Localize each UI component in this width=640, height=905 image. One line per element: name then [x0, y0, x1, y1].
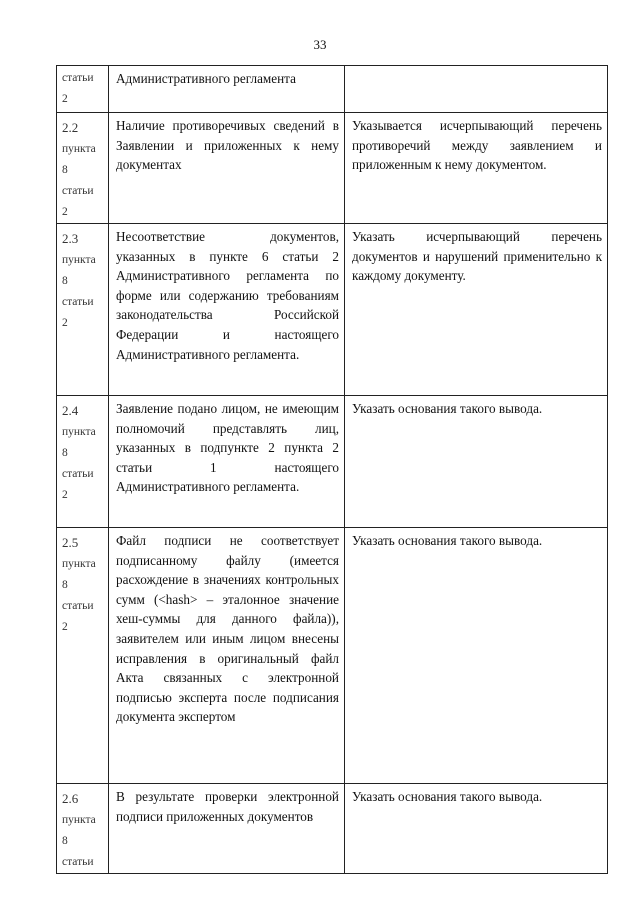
row-sub-label: статьи — [62, 600, 94, 612]
action-cell — [345, 396, 608, 528]
action-cell — [345, 528, 608, 784]
table-row — [57, 113, 608, 224]
row-sub-label: 2 — [62, 317, 68, 329]
grounds-table — [56, 65, 608, 874]
row-sub-label: пункта — [62, 558, 96, 570]
condition-text: Несоответствие документов, указанных в пункте 6 статьи 2 Административного регламента по форме или содержанию требованиям законодательства Российской Федерации и настоящего Административного регламента. — [116, 229, 339, 362]
row-sub-label: 8 — [62, 447, 68, 459]
row-sub-label: 8 — [62, 835, 68, 847]
row-sub-label: 8 — [62, 579, 68, 591]
table-row — [57, 528, 608, 784]
condition-text: В результате проверки электронной подписи приложенных документов — [116, 789, 339, 824]
row-sub-label: 2 — [62, 206, 68, 218]
row-sub-label: статьи — [62, 185, 94, 197]
action-cell — [345, 66, 608, 113]
action-cell — [345, 113, 608, 224]
row-number-cell — [57, 66, 109, 113]
row-sub-label: пункта — [62, 254, 96, 266]
action-cell — [345, 784, 608, 874]
page-number: 33 — [313, 37, 327, 52]
action-text: Указать исчерпывающий перечень документов и нарушений применительно к каждому документу. — [352, 229, 602, 284]
condition-cell — [109, 784, 345, 874]
row-sub-label: 2 — [62, 489, 68, 501]
row-sub-label: статьи — [62, 856, 94, 868]
row-number-cell — [57, 396, 109, 528]
row-sub-label: статьи — [62, 468, 94, 480]
action-text: Указать основания такого вывода. — [352, 533, 543, 548]
row-number: 2.3 — [62, 231, 79, 246]
condition-text: Административного регламента — [116, 71, 296, 86]
condition-cell — [109, 396, 345, 528]
condition-text: Файл подписи не соответствует подписанному файлу (имеется расхождение в значениях контрольных сумм (<hash> – эталонное значение хеш-суммы для данного файла)), заявителем или иным лицом внесены исправления в оригинальный файл Акта связанных с электронной подписью эксперта после подписания документа экспертом — [116, 533, 339, 725]
table-row — [57, 396, 608, 528]
row-number: 2.5 — [62, 535, 79, 550]
row-sub-label: пункта — [62, 814, 96, 826]
action-text: Указать основания такого вывода. — [352, 789, 543, 804]
row-sub-label: статьи — [62, 72, 94, 84]
condition-cell — [109, 66, 345, 113]
action-text: Указать основания такого вывода. — [352, 401, 543, 416]
table-row — [57, 784, 608, 874]
row-sub-label: пункта — [62, 426, 96, 438]
row-sub-label: пункта — [62, 143, 96, 155]
row-number-cell — [57, 528, 109, 784]
condition-cell — [109, 224, 345, 396]
row-sub-label: 2 — [62, 621, 68, 633]
table-row — [57, 224, 608, 396]
condition-cell — [109, 528, 345, 784]
condition-text: Наличие противоречивых сведений в Заявлении и приложенных к нему документах — [116, 118, 339, 173]
condition-cell — [109, 113, 345, 224]
row-sub-label: 8 — [62, 275, 68, 287]
row-sub-label: статьи — [62, 296, 94, 308]
action-cell — [345, 224, 608, 396]
action-text — [345, 66, 607, 69]
row-number: 2.6 — [62, 791, 79, 806]
action-text: Указывается исчерпывающий перечень противоречий между заявлением и приложенным к нему документом. — [352, 118, 602, 173]
row-number: 2.2 — [62, 120, 79, 135]
row-number: 2.4 — [62, 403, 79, 418]
row-number-cell — [57, 784, 109, 874]
condition-text: Заявление подано лицом, не имеющим полномочий представлять лиц, указанных в подпункте 2 пункта 2 статьи 1 настоящего Административного регламента. — [116, 401, 339, 495]
row-sub-label: 8 — [62, 164, 68, 176]
row-number-cell — [57, 113, 109, 224]
table-row — [57, 66, 608, 113]
row-number-cell — [57, 224, 109, 396]
row-sub-label: 2 — [62, 93, 68, 105]
